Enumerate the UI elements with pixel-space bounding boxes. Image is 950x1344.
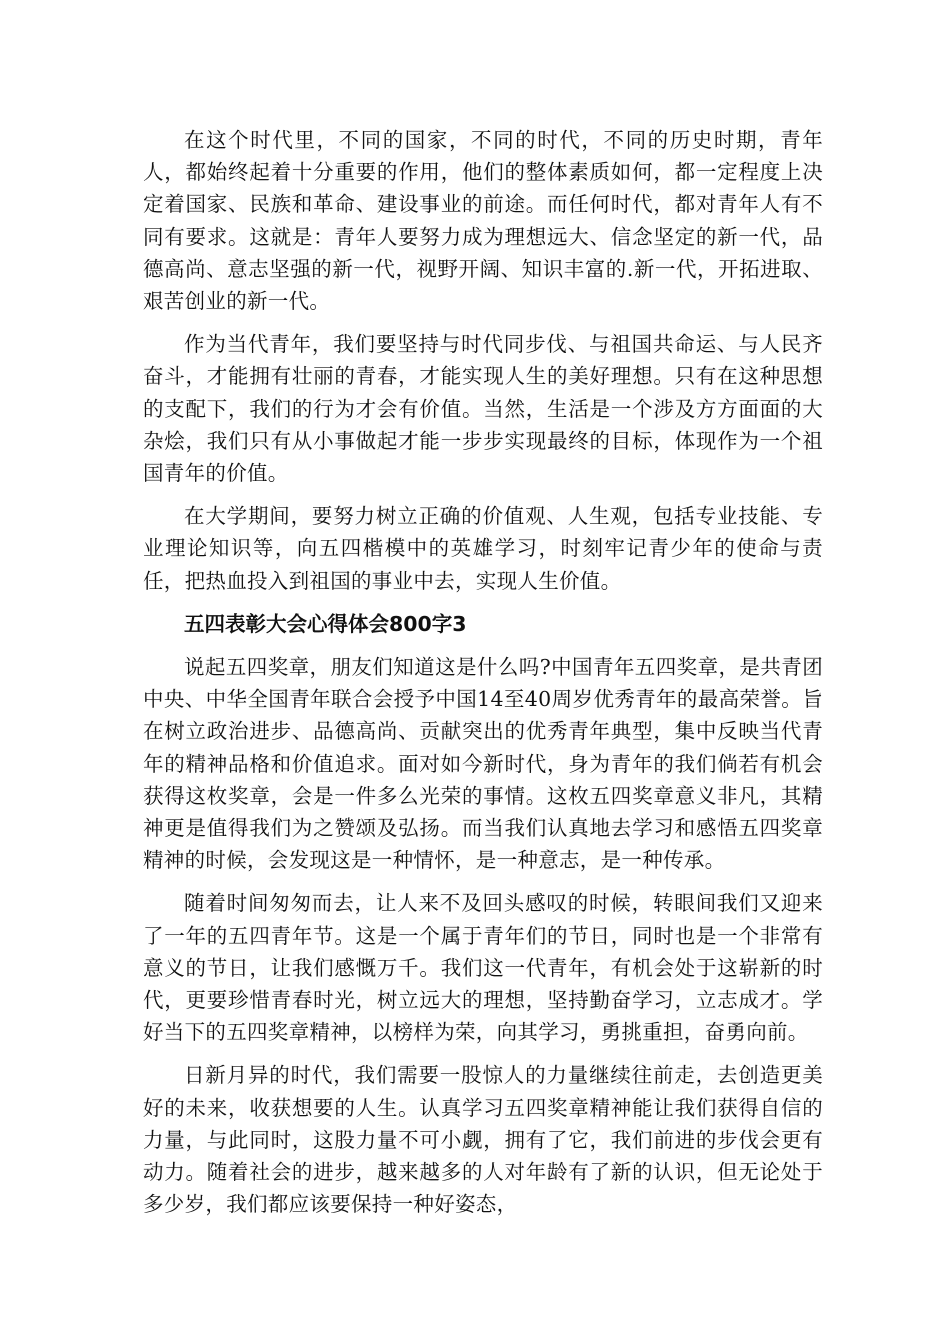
paragraph-new-era: 日新月异的时代，我们需要一股惊人的力量继续往前走，去创造更美好的未来，收获想要的人生。认真学习五四奖章精神能让我们获得自信的力量，与此同时，这股力量不可小觑，拥有了它，我们前进的步伐会更有动力。随着社会的进步，越来越多的人对年龄有了新的认识，但无论处于多少岁，我们都应该要保持一种好姿态， xyxy=(143,1063,823,1217)
document-body xyxy=(143,124,823,1232)
section-heading: 五四表彰大会心得体会800字3 xyxy=(184,611,467,636)
paragraph-may-fourth-medal: 说起五四奖章，朋友们知道这是什么吗?中国青年五四奖章，是共青团中央、中华全国青年联合会授予中国14至40周岁优秀青年的最高荣誉。旨在树立政治进步、品德高尚、贡献突出的优秀青年典型，集中反映当代青年的精神品格和价值追求。面对如今新时代，身为青年的我们倘若有机会获得这枚奖章，会是一件多么光荣的事情。这枚五四奖章意义非凡，其精神更是值得我们为之赞颂及弘扬。而当我们认真地去学习和感悟五四奖章精神的时候，会发现这是一种情怀，是一种意志，是一种传承。 xyxy=(143,655,823,873)
paragraph-era-youth: 在这个时代里，不同的国家，不同的时代，不同的历史时期，青年人，都始终起着十分重要的作用，他们的整体素质如何，都一定程度上决定着国家、民族和革命、建设事业的前途。而任何时代，都对青年人有不同有要求。这就是：青年人要努力成为理想远大、信念坚定的新一代，品德高尚、意志坚强的新一代，视野开阔、知识丰富的.新一代，开拓进取、艰苦创业的新一代。 xyxy=(143,128,823,314)
paragraph-contemporary-youth: 作为当代青年，我们要坚持与时代同步伐、与祖国共命运、与人民齐奋斗，才能拥有壮丽的青春，才能实现人生的美好理想。只有在这种思想的支配下，我们的行为才会有价值。当然，生活是一个涉及方方面面的大杂烩，我们只有从小事做起才能一步步实现最终的目标，体现作为一个祖国青年的价值。 xyxy=(143,332,823,486)
paragraph-youth-day: 随着时间匆匆而去，让人来不及回头感叹的时候，转眼间我们又迎来了一年的五四青年节。这是一个属于青年们的节日，同时也是一个非常有意义的节日，让我们感慨万千。我们这一代青年，有机会处于这崭新的时代，更要珍惜青春时光，树立远大的理想，坚持勤奋学习，立志成才。学好当下的五四奖章精神，以榜样为荣，向其学习，勇挑重担，奋勇向前。 xyxy=(143,891,823,1045)
paragraph-university-period: 在大学期间，要努力树立正确的价值观、人生观，包括专业技能、专业理论知识等，向五四楷模中的英雄学习，时刻牢记青少年的使命与责任，把热血投入到祖国的事业中去，实现人生价值。 xyxy=(143,504,823,593)
